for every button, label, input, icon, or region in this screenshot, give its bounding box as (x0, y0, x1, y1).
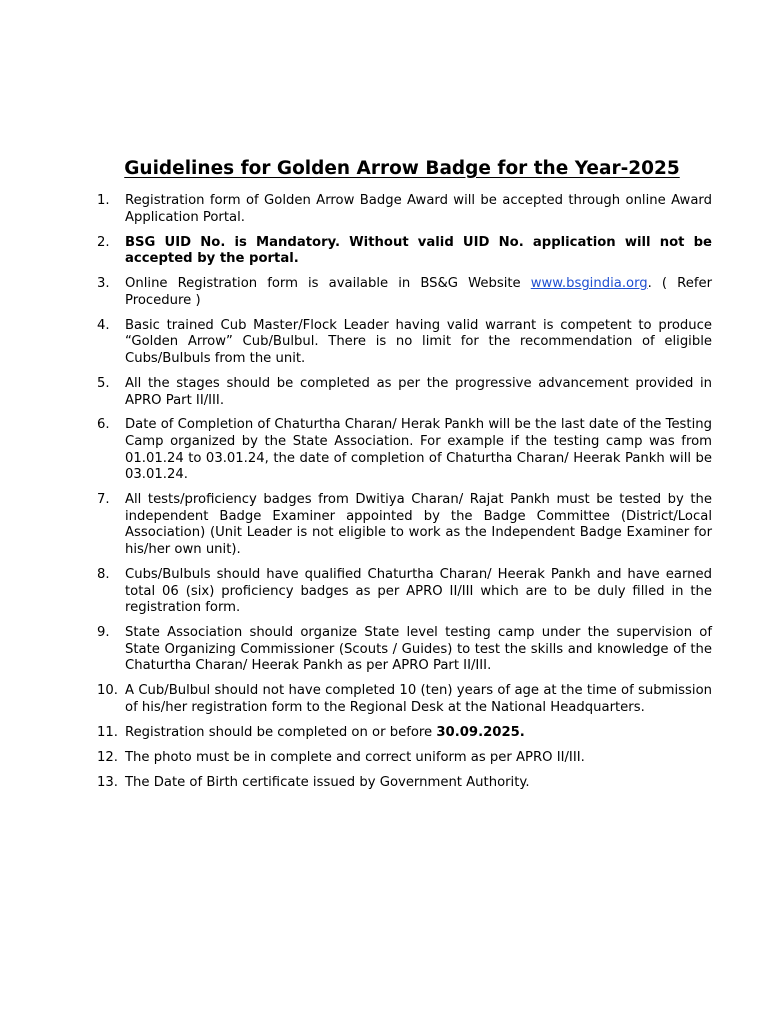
guideline-item-number: 11. (97, 724, 118, 740)
guideline-text-segment: A Cub/Bulbul should not have completed 10 (ten) years of age at the time of submission of his/her registration form to the Regional Desk at the National Headquarters. (125, 683, 712, 715)
guideline-item-number: 1. (97, 193, 110, 208)
website-link[interactable]: www.bsgindia.org (530, 276, 648, 292)
guideline-text-segment: Registration should be completed on or before (125, 724, 437, 740)
guideline-item-text (125, 492, 712, 558)
guideline-item-text (125, 376, 712, 409)
guideline-item (0, 318, 768, 368)
guideline-item-text (125, 417, 712, 483)
guideline-text-segment: Registration form of Golden Arrow Badge Award will be accepted through online Award Application Portal. (125, 193, 712, 225)
guideline-item-number: 6. (97, 417, 110, 433)
guideline-item-text (125, 750, 712, 767)
guideline-text-segment: All tests/proficiency badges from Dwitiya Charan/ Rajat Pankh must be tested by the independent Badge Examiner appointed by the Badge Committee (District/Local Association) (Unit Leader is not eligible to work as the Independent Badge Examiner for his/her own unit). (125, 492, 712, 558)
document-title: Guidelines for Golden Arrow Badge for the Year-2025 (124, 158, 680, 179)
guideline-item-number: 12. (97, 749, 118, 765)
guideline-item (0, 276, 768, 309)
guideline-item (0, 492, 768, 558)
guideline-text-segment: Basic trained Cub Master/Flock Leader having valid warrant is competent to produce “Golden Arrow” Cub/Bulbul. There is no limit for the recommendation of eligible Cubs/Bulbuls from the unit. (125, 317, 712, 366)
guideline-item (0, 235, 768, 268)
guideline-item-text (125, 276, 712, 309)
guideline-item (0, 193, 768, 226)
guideline-text-segment: The photo must be in complete and correct uniform as per APRO II/III. (125, 749, 585, 765)
guideline-item-number: 9. (97, 625, 110, 641)
guideline-item-text (125, 193, 712, 226)
guideline-item-number: 3. (97, 276, 110, 292)
emphasized-text: 30.09.2025. (436, 724, 525, 740)
guideline-text-segment: State Association should organize State level testing camp under the supervision of State Organizing Commissioner (Scouts / Guides) to test the skills and knowledge of the Chaturtha Charan/ Heerak Pankh as per APRO Part II/III. (125, 625, 712, 674)
guideline-item (0, 683, 768, 716)
guideline-item (0, 417, 768, 483)
guideline-item-number: 7. (97, 492, 110, 508)
guideline-item (0, 750, 768, 767)
guideline-item-text (125, 567, 712, 617)
guideline-text-segment: Online Registration form is available in BS&G Website (125, 276, 531, 292)
guideline-item-text (125, 725, 712, 742)
guideline-item-text (125, 683, 712, 716)
guideline-text-segment: Cubs/Bulbuls should have qualified Chaturtha Charan/ Heerak Pankh and have earned total 06 (six) proficiency badges as per APRO II/III which are to be duly filled in the registration form. (125, 567, 712, 616)
guideline-item-text (125, 625, 712, 675)
guideline-item-number: 10. (97, 683, 118, 699)
guideline-text-segment: The Date of Birth certificate issued by Government Authority. (125, 774, 530, 790)
guideline-item-text (125, 775, 712, 792)
guideline-item-number: 5. (97, 375, 110, 391)
guideline-text-segment: Date of Completion of Chaturtha Charan/ Herak Pankh will be the last date of the Testing Camp organized by the State Association. For example if the testing camp was from 01.01.24 to 03.01.24, the date of completion of Chaturtha Charan/ Heerak Pankh will be 03.01.24. (125, 417, 712, 483)
guideline-item (0, 376, 768, 409)
guideline-item-text (125, 318, 712, 368)
guideline-text-segment: . ( Refer Procedure ) (125, 276, 712, 308)
guideline-list (0, 193, 768, 800)
guideline-item (0, 775, 768, 792)
guideline-item-number: 13. (97, 774, 118, 790)
guideline-item-number: 4. (97, 317, 110, 333)
emphasized-text: BSG UID No. is Mandatory. Without valid UID No. application will not be accepted by the portal. (125, 234, 712, 267)
guideline-item (0, 567, 768, 617)
guideline-text-segment: All the stages should be completed as per the progressive advancement provided in APRO Part II/III. (125, 375, 712, 408)
guideline-item-number: 8. (97, 567, 110, 583)
guideline-item (0, 725, 768, 742)
guideline-item-number: 2. (97, 234, 110, 250)
guideline-item (0, 625, 768, 675)
guideline-item-text (125, 235, 712, 268)
